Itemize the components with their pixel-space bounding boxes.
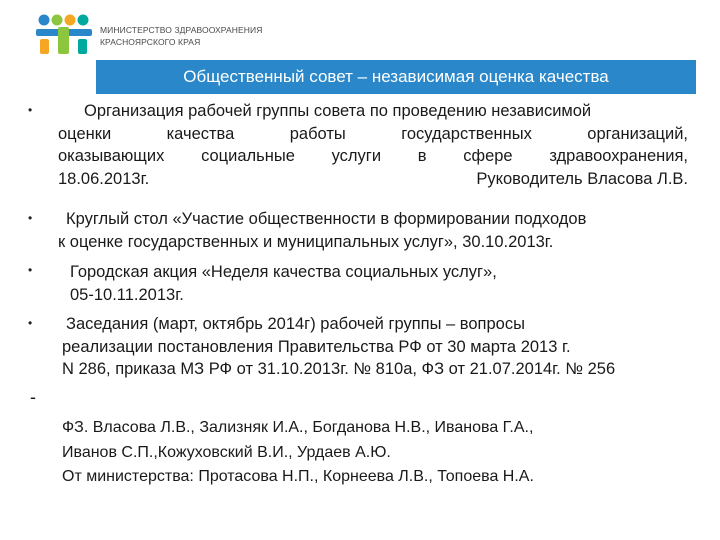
bullet-item-1 (58, 100, 688, 190)
bullet-marker: • (28, 316, 33, 330)
logo-leg (78, 39, 87, 54)
bullet-3-line-2: 05-10.11.2013г. (70, 285, 184, 304)
members-list (62, 416, 702, 490)
logo-dot (39, 15, 50, 26)
logo-leg (40, 39, 49, 54)
bullet-1-line-3: оказывающих социальные услуги в сфере здравоохранения, (58, 147, 688, 165)
bullet-1-line-1: Организация рабочей группы совета по проведению независимой (84, 102, 592, 120)
bullet-1-date: 18.06.2013г. (58, 169, 150, 188)
logo-dot (52, 15, 63, 26)
logo-dot (78, 15, 89, 26)
bullet-item-2 (58, 208, 688, 253)
bullet-2-line-2: к оценке государственных и муниципальных услуг», 30.10.2013г. (58, 232, 554, 251)
bullet-item-4 (62, 313, 692, 381)
bullet-4-line-3: N 286, приказа МЗ РФ от 31.10.2013г. № 810а, ФЗ от 21.07.2014г. № 256 (62, 360, 616, 378)
bullet-4-line-1: Заседания (март, октябрь 2014г) рабочей группы – вопросы (66, 315, 525, 333)
members-line-2: Иванов С.П.,Кожуховский В.И., Урдаев А.Ю. (62, 443, 391, 461)
logo-cross (58, 27, 69, 54)
logo-dot (65, 15, 76, 26)
dash-marker: - (30, 387, 36, 407)
bullet-marker: • (28, 211, 33, 225)
bullet-1-line-4 (58, 168, 688, 191)
bullet-marker: • (28, 263, 33, 277)
slide-title: Общественный совет – независимая оценка качества (96, 60, 696, 94)
members-line-3: От министерства: Протасова Н.П., Корнеева Л.В., Топоева Н.А. (62, 468, 534, 485)
ministry-line-2: КРАСНОЯРСКОГО КРАЯ (100, 37, 201, 47)
bullet-2-line-1: Круглый стол «Участие общественности в формировании подходов (66, 210, 587, 228)
ministry-line-1: МИНИСТЕРСТВО ЗДРАВООХРАНЕНИЯ (100, 25, 263, 35)
bullet-1-head: Руководитель Власова Л.В. (476, 169, 688, 188)
bullet-item-3 (70, 261, 700, 306)
bullet-1-line-2: оценки качества работы государственных организаций, (58, 124, 688, 143)
bullet-3-line-1: Городская акция «Неделя качества социальных услуг», (70, 263, 497, 281)
ministry-name (100, 24, 262, 48)
ministry-logo (34, 12, 94, 56)
bullet-marker: • (28, 103, 33, 117)
bullet-4-line-2: реализации постановления Правительства РФ от 30 марта 2013 г. (62, 337, 571, 356)
members-line-1: ФЗ. Власова Л.В., Зализняк И.А., Богданова Н.В., Иванова Г.А., (62, 419, 534, 436)
